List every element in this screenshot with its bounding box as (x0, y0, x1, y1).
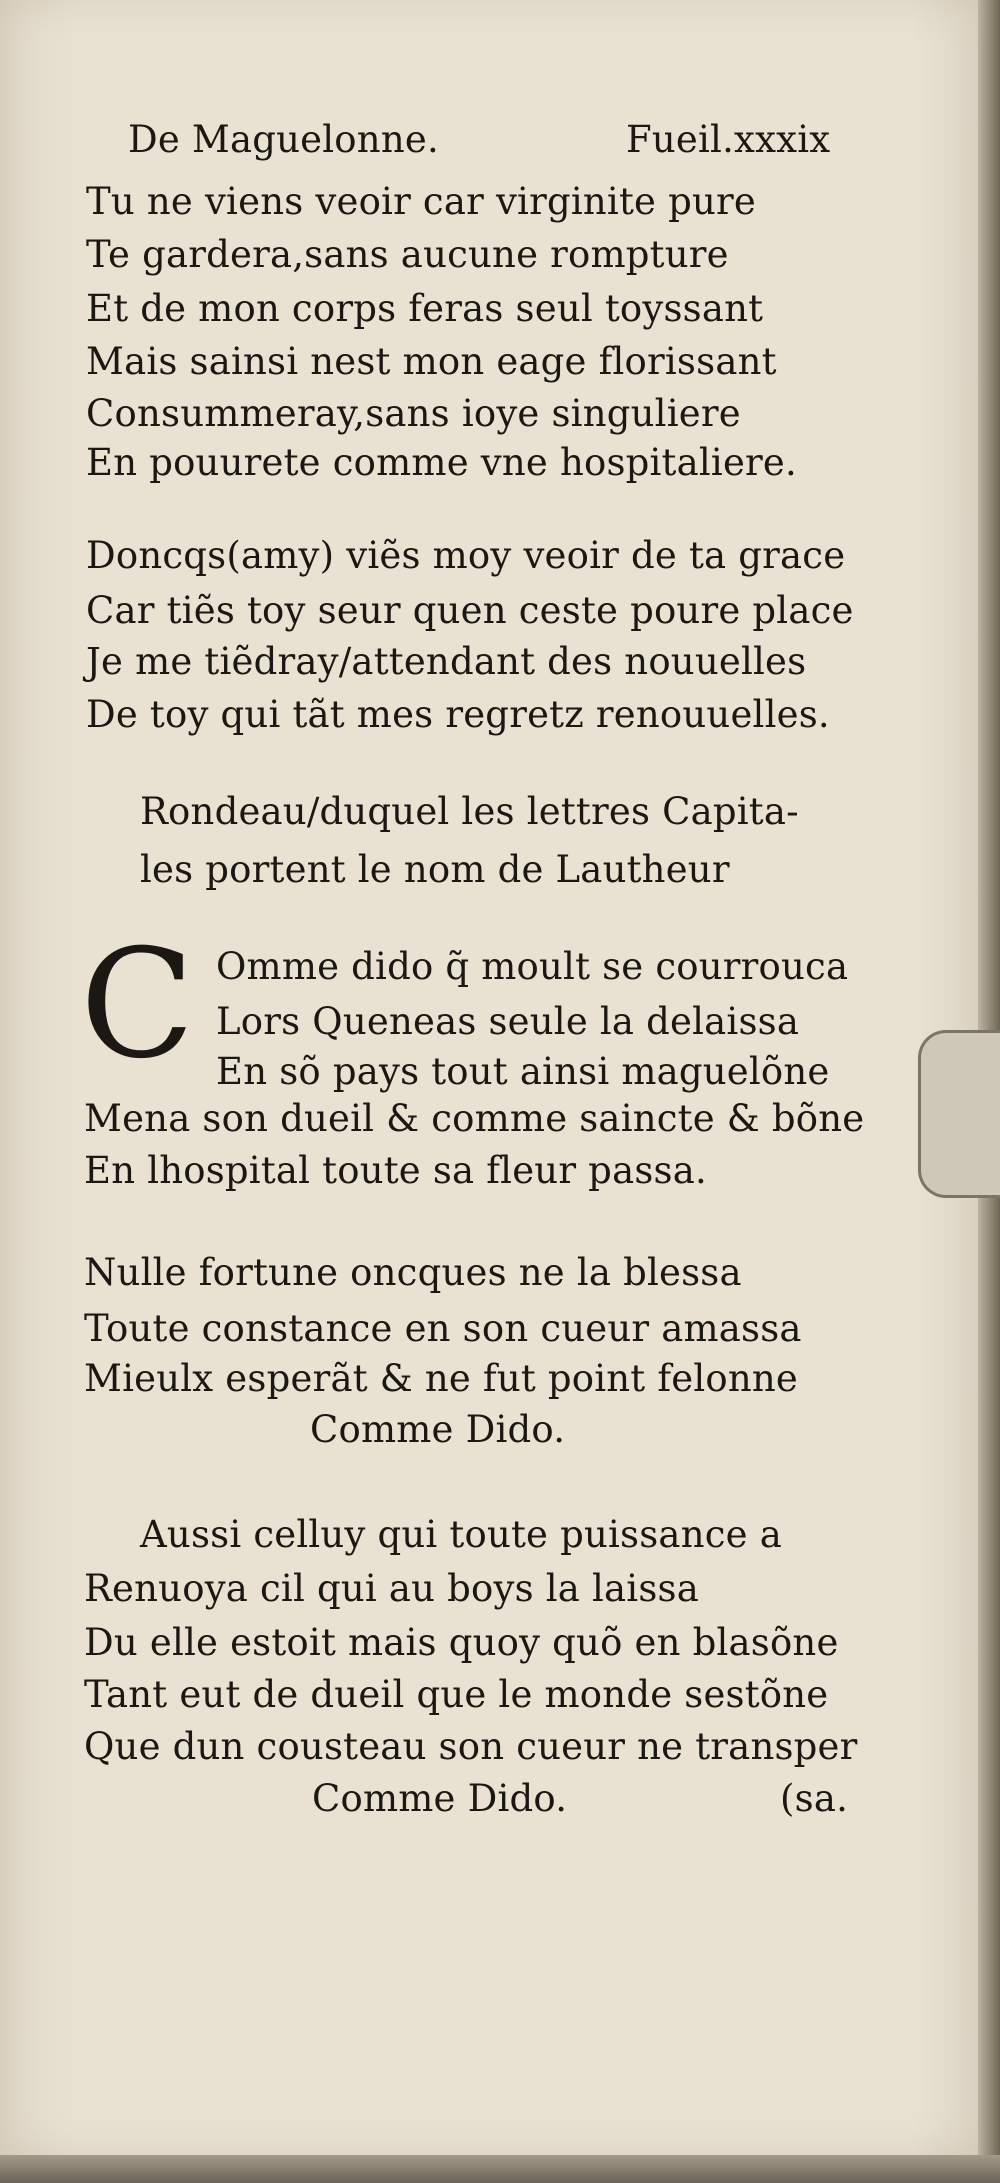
verse-line: Te gardera,sans aucune rompture (86, 233, 729, 276)
refrain-line: Comme Dido. (310, 1408, 566, 1451)
decorated-initial: C (80, 918, 195, 1092)
verse-line: Lors Queneas seule la delaissa (216, 1000, 800, 1043)
verse-line: Que dun cousteau son cueur ne transper (84, 1725, 858, 1768)
verse-line: Tant eut de dueil que le monde sestõne (84, 1673, 829, 1716)
verse-line: Tu ne viens veoir car virginite pure (86, 180, 756, 223)
verse-line: Mieulx esperãt & ne fut point felonne (84, 1357, 798, 1400)
verse-line: Mais sainsi nest mon eage florissant (86, 340, 777, 383)
verse-line: En sõ pays tout ainsi maguelõne (216, 1050, 830, 1093)
verse-line: Doncqs(amy) viẽs moy veoir de ta grace (86, 534, 846, 577)
page-bottom-edge (0, 2155, 1000, 2183)
verse-line: Car tiẽs toy seur quen ceste poure place (86, 589, 854, 632)
verse-line: Consummeray,sans ioye singuliere (86, 392, 741, 435)
verse-line: Renuoya cil qui au boys la laissa (84, 1567, 699, 1610)
verse-line: Toute constance en son cueur amassa (84, 1307, 802, 1350)
verse-line: Omme dido q̃ moult se courrouca (216, 945, 849, 988)
verse-line: De toy qui tãt mes regretz renouuelles. (86, 693, 830, 736)
verse-line: En pouurete comme vne hospitaliere. (86, 441, 797, 484)
verse-continuation: (sa. (780, 1777, 849, 1820)
rondeau-heading: les portent le nom de Lautheur (140, 848, 730, 891)
verse-line: Et de mon corps feras seul toyssant (86, 287, 764, 330)
rondeau-heading: Rondeau/duquel les lettres Capita- (140, 790, 799, 833)
verse-line: Nulle fortune oncques ne la blessa (84, 1251, 742, 1294)
verse-line: Je me tiẽdray/attendant des nouuelles (86, 640, 807, 683)
running-title: De Maguelonne. (128, 118, 439, 161)
refrain-line: Comme Dido. (312, 1777, 568, 1820)
verse-line: Du elle estoit mais quoy quõ en blasõne (84, 1621, 839, 1664)
verse-line: En lhospital toute sa fleur passa. (84, 1149, 707, 1192)
verse-line: Mena son dueil & comme saincte & bõne (84, 1097, 865, 1140)
folio-number: Fueil.xxxix (626, 118, 831, 161)
verse-line: Aussi celluy qui toute puissance a (140, 1513, 782, 1556)
